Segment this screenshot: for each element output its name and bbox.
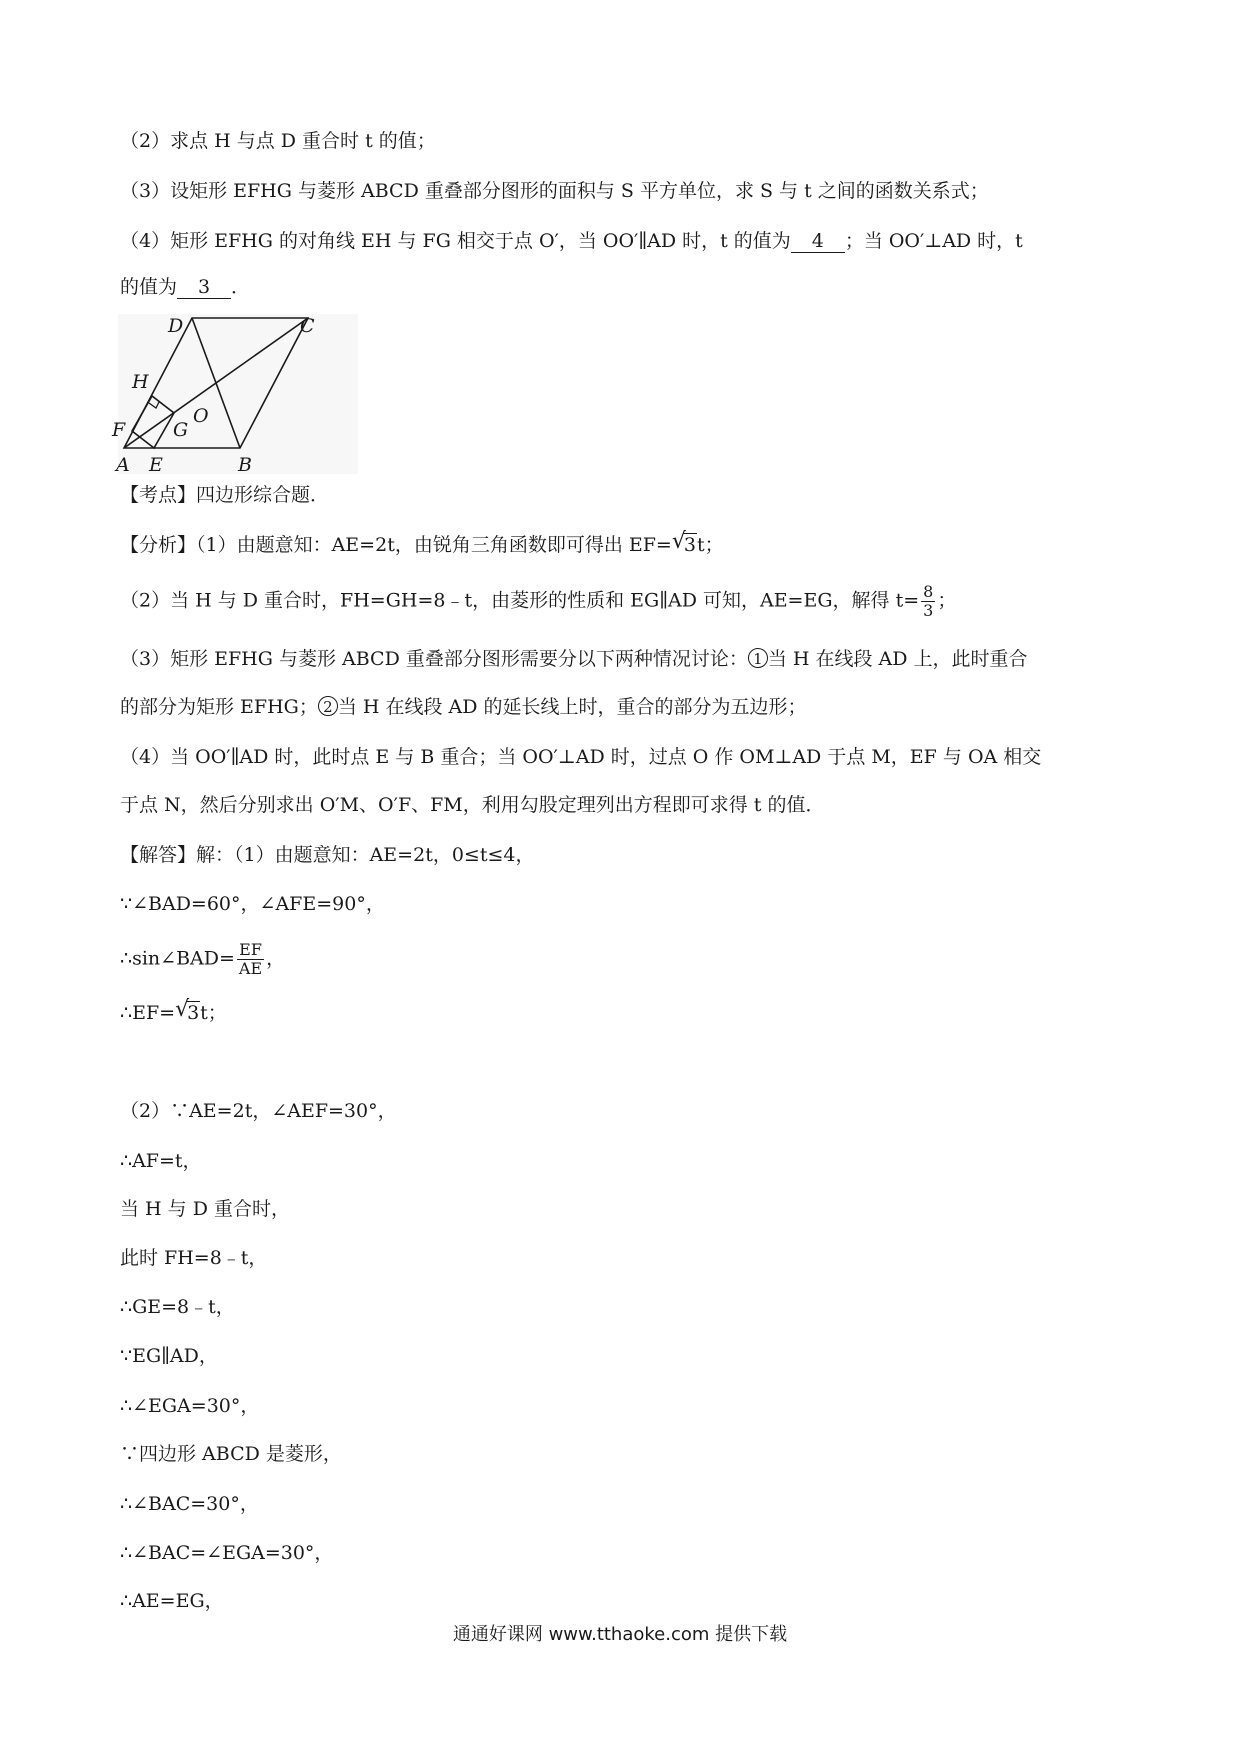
page-footer: 通通好课网 www.tthaoke.com 提供下载 [452, 1624, 788, 1645]
sqrt-3-b-value: 3 [187, 1002, 200, 1024]
sqrt-3-a-value: 3 [683, 534, 696, 556]
question-2: （2）求点 H 与点 D 重合时 t 的值； [120, 130, 436, 152]
label-b: B [238, 454, 252, 476]
label-e: E [149, 454, 163, 476]
fenxi-1-text: 【分析】（1）由题意知：AE=2t，由锐角三角函数即可得出 EF= [120, 534, 672, 556]
fenxi-1-suffix: t； [696, 534, 724, 556]
sqrt-3-a: √ 3 [671, 529, 696, 556]
label-h: H [132, 371, 149, 393]
jieda-p2-line-7: ∵四边形 ABCD 是菱形， [120, 1443, 342, 1465]
q4-text-4: ． [231, 276, 251, 298]
fenxi-2-text: （2）当 H 与 D 重合时，FH=GH=8﹣t，由菱形的性质和 EG∥AD 可知，AE=EG，解得 t= [120, 589, 920, 612]
frac-num: 8 [923, 582, 934, 601]
fenxi-4-text-b: 当 H 在线段 AD 的延长线上时，重合的部分为五边形； [337, 696, 807, 718]
question-3: （3）设矩形 EFHG 与菱形 ABCD 重叠部分图形的面积与 S 平方单位，求 S 与 t 之间的函数关系式； [120, 180, 989, 202]
jieda-4-suffix: t； [200, 1002, 227, 1024]
label-o: O [193, 405, 209, 427]
frac-ae: AE [238, 959, 263, 978]
q4-text-2: ；当 OO′⊥AD 时，t [844, 230, 1023, 252]
fenxi-line-3 [120, 646, 1028, 672]
rhombus-figure [112, 314, 358, 476]
question-4-line2 [120, 274, 250, 300]
question-4-line1 [120, 228, 1023, 254]
jieda-line-4 [120, 997, 227, 1026]
jieda-p2-line-2: 当 H 与 D 重合时， [120, 1198, 290, 1220]
jieda-4-text: ∴EF= [120, 1002, 176, 1024]
fraction-ef-ae [237, 941, 264, 978]
label-f: F [112, 419, 126, 441]
figure-background [118, 314, 358, 474]
jieda-p2-line-3: 此时 FH=8﹣t， [120, 1247, 268, 1269]
fenxi-4-text: 的部分为矩形 EFHG； [120, 696, 318, 718]
q4-text-3: 的值为 [120, 276, 178, 298]
jieda-p2-line-6: ∴∠EGA=30°， [120, 1395, 260, 1417]
frac-den: 3 [923, 601, 934, 620]
fenxi-line-6: 于点 N，然后分别求出 O′M、O′F、FM，利用勾股定理列出方程即可求得 t 的值． [120, 794, 825, 816]
frac-ef: EF [237, 941, 264, 960]
fenxi-line-1 [120, 529, 724, 558]
circled-2: 2 [318, 696, 338, 716]
jieda-p2-line-0: （2）∵AE=2t，∠AEF=30°， [120, 1100, 397, 1122]
fenxi-3-text: （3）矩形 EFHG 与菱形 ABCD 重叠部分图形需要分以下两种情况讨论： [120, 648, 748, 670]
q4-text-1: （4）矩形 EFHG 的对角线 EH 与 FG 相交于点 O′，当 OO′∥AD 时，t 的值为 [120, 230, 791, 252]
jieda-p2-line-5: ∵EG∥AD， [120, 1345, 218, 1367]
q4-answer-1: 4 [791, 230, 845, 253]
jieda-p2-line-8: ∴∠BAC=30°， [120, 1493, 259, 1515]
jieda-line-1: 【解答】解：（1）由题意知：AE=2t，0≤t≤4， [120, 844, 535, 866]
jieda-p2-line-4: ∴GE=8﹣t， [120, 1296, 235, 1318]
jieda-p2-line-9: ∴∠BAC=∠EGA=30°， [120, 1542, 334, 1564]
label-a: A [116, 454, 130, 476]
label-d: D [168, 315, 184, 337]
jieda-line-3 [120, 941, 285, 978]
jieda-line-2: ∵∠BAD=60°，∠AFE=90°， [120, 893, 385, 915]
kaodian: 【考点】四边形综合题． [120, 484, 330, 506]
circled-1: 1 [748, 648, 768, 668]
fraction-8-3 [921, 583, 935, 620]
fenxi-2-suffix: ； [937, 589, 957, 612]
label-c: C [300, 315, 315, 337]
fenxi-line-2 [120, 583, 956, 620]
jieda-p2-line-1: ∴AF=t， [120, 1150, 202, 1172]
jieda-p2-line-10: ∴AE=EG， [120, 1590, 224, 1612]
label-g: G [173, 419, 189, 441]
fenxi-line-5: （4）当 OO′∥AD 时，此时点 E 与 B 重合；当 OO′⊥AD 时，过点 O 作 OM⊥AD 于点 M，EF 与 OA 相交 [120, 746, 1042, 768]
jieda-3-suffix: ， [266, 947, 286, 970]
jieda-3-text: ∴sin∠BAD= [120, 947, 235, 970]
fenxi-3-text-b: 当 H 在线段 AD 上，此时重合 [767, 648, 1028, 670]
q4-answer-2: 3 [177, 276, 231, 299]
fenxi-line-4 [120, 694, 807, 720]
sqrt-3-b: √ 3 [175, 997, 200, 1024]
